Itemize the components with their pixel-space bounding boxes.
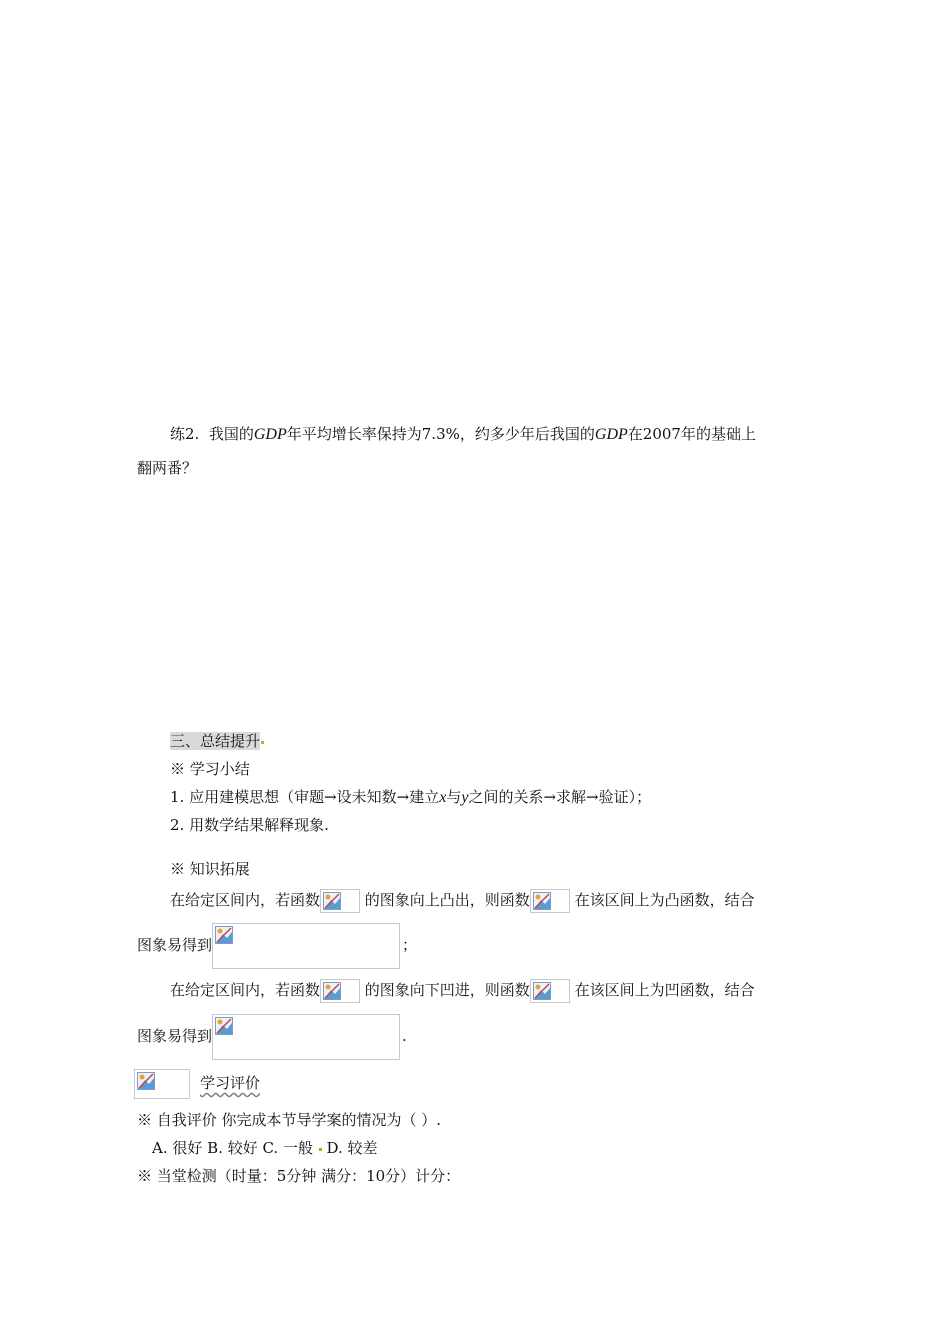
broken-image-icon	[215, 1017, 233, 1035]
evaluation-heading-line	[134, 1068, 260, 1099]
extension-subheading: ※ 知识拓展	[170, 860, 250, 878]
evaluation-heading: 学习评价	[200, 1074, 261, 1092]
summary-subheading: ※ 学习小结	[170, 760, 250, 778]
exercise-2-line-2: 翻两番？	[137, 459, 198, 477]
summary-item-1: 1. 应用建模思想（审题→设未知数→建立x与y之间的关系→求解→验证）；	[170, 788, 652, 806]
revision-marker	[319, 1148, 322, 1151]
extension-paragraph-1-line-2: 图象易得到 ；	[137, 922, 417, 969]
formula-image-placeholder	[212, 1014, 400, 1060]
gdp-term: GDP	[594, 426, 628, 443]
formula-image-placeholder	[212, 923, 400, 969]
broken-image-icon	[215, 926, 233, 944]
formula-image-placeholder	[320, 889, 360, 913]
evaluation-options: A. 很好 B. 较好 C. 一般 D. 较差	[152, 1139, 378, 1157]
extension-paragraph-2-line-2: 图象易得到 .	[137, 1013, 407, 1060]
extension-paragraph-2-line-1: 在给定区间内，若函数 的图象向下凹进，则函数 在该区间上为凹函数，结合	[170, 978, 755, 1003]
extension-paragraph-1-line-1: 在给定区间内，若函数 的图象向上凸出，则函数 在该区间上为凸函数，结合	[170, 888, 755, 913]
exercise-2-line-1: 练2. 我国的GDP年平均增长率保持为7.3%，约多少年后我国的GDP在2007年的基础上	[170, 425, 756, 443]
broken-image-icon	[323, 982, 341, 1000]
broken-image-icon	[137, 1072, 155, 1090]
summary-item-2: 2. 用数学结果解释现象.	[170, 816, 329, 834]
formula-image-placeholder	[530, 979, 570, 1003]
heading-image-placeholder	[134, 1069, 190, 1099]
broken-image-icon	[533, 892, 551, 910]
broken-image-icon	[533, 982, 551, 1000]
self-evaluation-line: ※ 自我评价 你完成本节导学案的情况为（ ）.	[137, 1111, 442, 1129]
class-check-line: ※ 当堂检测（时量：5分钟 满分：10分）计分：	[137, 1167, 461, 1185]
broken-image-icon	[323, 892, 341, 910]
exercise-label: 练2.	[170, 425, 200, 443]
section-heading: 三、总结提升	[170, 731, 264, 751]
revision-marker	[261, 741, 264, 744]
formula-image-placeholder	[320, 979, 360, 1003]
formula-image-placeholder	[530, 889, 570, 913]
gdp-term: GDP	[253, 426, 287, 443]
